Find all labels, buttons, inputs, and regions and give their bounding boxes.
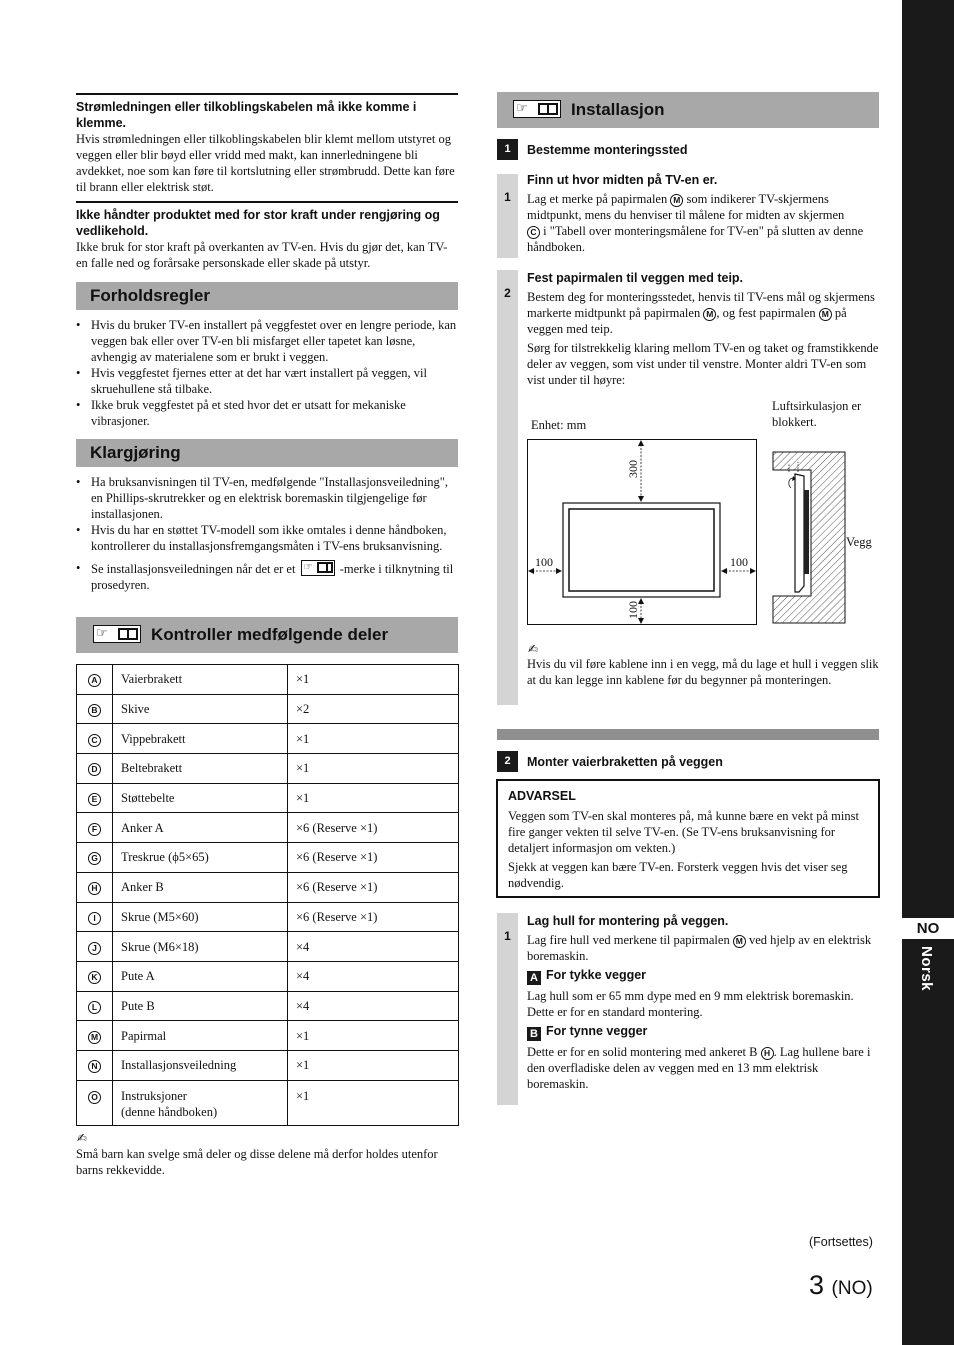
step-number: 2 — [497, 751, 518, 772]
part-letter-cell — [77, 1021, 113, 1051]
part-name: Anker B — [113, 872, 288, 902]
part-name: Skrue (M5×60) — [113, 902, 288, 932]
part-letter: N — [88, 1060, 101, 1073]
part-quantity: ×1 — [288, 783, 459, 813]
installasjon-heading-bar — [497, 92, 879, 128]
parts-note: Små barn kan svelge små deler og disse delene må derfor holdes utenfor barns rekkevidde. — [76, 1147, 438, 1177]
part-name: Papirmal — [113, 1021, 288, 1051]
table-row — [77, 991, 459, 1021]
table-row — [77, 902, 459, 932]
table-row — [77, 932, 459, 962]
thick-walls-text: Lag hull som er 65 mm dype med en 9 mm elektrisk boremaskin. Dette er for en standard montering. — [527, 989, 854, 1019]
part-quantity: ×6 (Reserve ×1) — [288, 902, 459, 932]
part-name: Anker A — [113, 813, 288, 843]
warning-cable-body: Hvis strømledningen eller tilkoblingskabelen blir klemt mellom utstyret og veggen eller blir bøyd eller vridd med makt, kan innerledningene bli avdekket, noe som kan føre til kortslutning eller strømbrudd. Dette kan føre til brann eller elektrisk støt. — [76, 132, 455, 194]
side-language-code: NO — [902, 918, 954, 939]
part-quantity: ×1 — [288, 1080, 459, 1125]
diagram-unit: Enhet: mm — [531, 418, 587, 432]
part-quantity: ×4 — [288, 932, 459, 962]
step-number: 1 — [497, 139, 518, 160]
table-row — [77, 813, 459, 843]
warning-cable-title: Strømledningen eller tilkoblingskabelen må ikke komme i klemme. — [76, 100, 417, 130]
side-language-label: Norsk — [918, 946, 935, 992]
part-letter: D — [88, 763, 101, 776]
page-number: 3 (NO) — [809, 1270, 873, 1300]
part-letter-cell — [77, 902, 113, 932]
warning-text: Sjekk at veggen kan bære TV-en. Forsterk veggen hvis det viser seg nødvendig. — [508, 860, 848, 890]
table-row — [77, 1080, 459, 1125]
table-row — [77, 783, 459, 813]
part-quantity: ×1 — [288, 754, 459, 784]
substep-title: Lag hull for montering på veggen. — [527, 914, 729, 928]
part-letter: O — [88, 1091, 101, 1104]
table-row — [77, 1021, 459, 1051]
part-name: Skive — [113, 694, 288, 724]
substep-text: Lag et merke på papirmalen M som indikerer TV-skjermens midtpunkt, mens du henviser til målene for midten av skjermen C i "Tabell over monteringsmålene for TV-en" på slutten av denne håndboken. — [527, 192, 864, 254]
part-quantity: ×6 (Reserve ×1) — [288, 872, 459, 902]
clearance-diagram — [527, 439, 757, 626]
part-quantity: ×6 (Reserve ×1) — [288, 813, 459, 843]
klargjoring-heading: Klargjøring — [90, 443, 181, 462]
substep-strip — [497, 270, 518, 705]
part-quantity: ×4 — [288, 991, 459, 1021]
part-letter-cell — [77, 783, 113, 813]
table-row — [77, 961, 459, 991]
part-letter-cell — [77, 872, 113, 902]
rule-warn1 — [76, 93, 458, 95]
part-letter: A — [88, 674, 101, 687]
substep-strip — [497, 174, 518, 258]
substep-number: 1 — [504, 190, 511, 204]
forholdsregler-list — [76, 317, 458, 429]
forholdsregler-heading-bar — [76, 282, 458, 310]
table-row — [77, 872, 459, 902]
list-item — [76, 560, 458, 593]
substep-text: Lag fire hull ved merkene til papirmalen M ved hjelp av en elektrisk boremaskin. — [527, 933, 872, 963]
list-item: • Ikke bruk veggfestet på et sted hvor det er utsatt for mekaniske vibrasjoner. — [76, 397, 458, 429]
klargjoring-heading-bar — [76, 439, 458, 467]
kontroller-heading-bar — [76, 617, 458, 653]
table-row — [77, 694, 459, 724]
part-letter-cell — [77, 813, 113, 843]
part-letter: E — [88, 793, 101, 806]
substep-title: Finn ut hvor midten på TV-en er. — [527, 173, 718, 187]
table-row — [77, 665, 459, 695]
step-title: Monter vaierbraketten på veggen — [527, 755, 723, 769]
part-name: Pute B — [113, 991, 288, 1021]
substep-find-center — [527, 172, 879, 255]
part-letter-cell — [77, 991, 113, 1021]
part-quantity: ×1 — [288, 1021, 459, 1051]
installation-guide-icon: ☞ — [301, 560, 335, 576]
table-row — [77, 724, 459, 754]
list-item-text: Se installasjonsveiledningen når det er et — [91, 562, 296, 576]
thin-walls-text: Dette er for en solid montering med ankeret B H . Lag hullene bare i den overfladiske delen av veggen med en 13 mm elektrisk boremaskin. — [527, 1045, 871, 1091]
warning-cable — [76, 99, 458, 195]
part-letter: H — [88, 882, 101, 895]
section-divider-bar — [497, 729, 879, 740]
diagram-top-value: 300 — [626, 460, 640, 478]
substep-drill-holes — [527, 913, 879, 1092]
list-item: • Hvis du har en støttet TV-modell som ikke omtales i denne håndboken, kontrollerer du installasjonsfremgangsmåten i TV-ens bruksanvisning. — [76, 522, 458, 554]
thin-walls-title: B For tynne vegger — [527, 1023, 879, 1041]
part-letter: K — [88, 971, 101, 984]
warning-box — [496, 779, 880, 898]
warning-title: ADVARSEL — [508, 789, 576, 803]
note-icon: ✍ — [77, 1131, 88, 1145]
continued-label: (Fortsettes) — [809, 1235, 873, 1249]
part-letter: L — [88, 1001, 101, 1014]
part-name: Instruksjoner (denne håndboken) — [113, 1080, 288, 1125]
part-quantity: ×1 — [288, 665, 459, 695]
table-row — [77, 1050, 459, 1080]
substep-title: Fest papirmalen til veggen med teip. — [527, 271, 744, 285]
part-letter: G — [88, 852, 101, 865]
table-row — [77, 843, 459, 873]
list-item: • Ha bruksanvisningen til TV-en, medfølgende "Installasjonsveiledning", en Phillips-skrutrekker og en elektrisk boremaskin tilgjengelige før installasjonen. — [76, 474, 458, 522]
installation-guide-icon: ☞ — [93, 625, 141, 643]
part-letter-cell — [77, 754, 113, 784]
klargjoring-list — [76, 474, 458, 593]
warning-force-body: Ikke bruk for stor kraft på overkanten av TV-en. Hvis du gjør det, kan TV-en falle ned og forårsake personskade eller skade på utstyr. — [76, 240, 448, 270]
part-letter-cell — [77, 724, 113, 754]
note-icon: ✍ — [528, 642, 539, 656]
diagram-airflow-label: Luftsirkulasjon er blokkert. — [772, 399, 862, 429]
rule-warn2 — [76, 201, 458, 203]
list-item: • Hvis veggfestet fjernes etter at det har vært installert på veggen, vil skruehullene stå tilbake. — [76, 365, 458, 397]
substep-number: 2 — [504, 286, 511, 300]
side-tab — [902, 0, 954, 1345]
parts-table — [76, 664, 459, 1126]
kontroller-heading: Kontroller medfølgende deler — [151, 625, 389, 644]
substep-attach-template — [527, 270, 879, 388]
part-letter: C — [88, 734, 101, 747]
substep-text: Sørg for tilstrekkelig klaring mellom TV-en og taket og framstikkende deler av veggen, som vist under til venstre. Monter aldri TV-en som vist under til høyre: — [527, 341, 879, 387]
list-item: • Hvis du bruker TV-en installert på veggfestet over en lengre periode, kan veggen bak eller over TV-en bli misfarget eller tapetet kan løsne, avhengig av materialene som er brukt i veggen. — [76, 317, 458, 365]
forholdsregler-heading: Forholdsregler — [90, 286, 210, 305]
warning-force — [76, 207, 458, 271]
warning-text: Veggen som TV-en skal monteres på, må kunne bære en vekt på minst fire ganger vekten til selve TV-en. (Se TV-ens bruksanvisning for detaljert informasjon om vekten.) — [508, 809, 859, 855]
part-quantity: ×1 — [288, 1050, 459, 1080]
part-letter: B — [88, 704, 101, 717]
substep-text: Bestem deg for monteringsstedet, henvis til TV-ens mål og skjermens markerte midtpunkt på papirmalen M , og fest papirmalen M på veggen med teip. — [527, 290, 875, 336]
part-letter-cell — [77, 665, 113, 695]
diagram-wall-label: Vegg — [846, 535, 872, 549]
part-name: Beltebrakett — [113, 754, 288, 784]
part-name: Installasjonsveiledning — [113, 1050, 288, 1080]
part-name: Vippebrakett — [113, 724, 288, 754]
table-row — [77, 754, 459, 784]
part-name: Støttebelte — [113, 783, 288, 813]
installasjon-heading: Installasjon — [571, 100, 665, 119]
part-letter: M — [88, 1031, 101, 1044]
diagram-bottom-value: 100 — [626, 601, 640, 619]
part-quantity: ×2 — [288, 694, 459, 724]
diagram-right-value: 100 — [730, 555, 748, 569]
warning-force-title: Ikke håndter produktet med for stor kraft under rengjøring og vedlikehold. — [76, 208, 440, 238]
part-letter-cell — [77, 1050, 113, 1080]
part-letter: F — [88, 823, 101, 836]
part-letter-cell — [77, 932, 113, 962]
substep-number: 1 — [504, 929, 511, 943]
part-name: Treskrue (ϕ5×65) — [113, 843, 288, 873]
list-item-text: -merke i tilknytning til prosedyren. — [91, 562, 454, 592]
part-letter-cell — [77, 843, 113, 873]
step-title: Bestemme monteringssted — [527, 143, 688, 157]
part-letter: J — [88, 942, 101, 955]
part-name: Vaierbrakett — [113, 665, 288, 695]
label-a: A — [527, 971, 541, 985]
part-letter: I — [88, 912, 101, 925]
diagram-left-value: 100 — [535, 555, 553, 569]
part-name: Skrue (M6×18) — [113, 932, 288, 962]
part-letter-cell — [77, 961, 113, 991]
part-quantity: ×6 (Reserve ×1) — [288, 843, 459, 873]
part-quantity: ×1 — [288, 724, 459, 754]
part-quantity: ×4 — [288, 961, 459, 991]
label-b: B — [527, 1027, 541, 1041]
part-letter-cell — [77, 694, 113, 724]
thick-walls-title: A For tykke vegger — [527, 967, 879, 985]
part-letter-cell — [77, 1080, 113, 1125]
part-name: Pute A — [113, 961, 288, 991]
cable-note: Hvis du vil føre kablene inn i en vegg, må du lage et hull i veggen slik at du kan legge inn kablene før du begynner på monteringen. — [527, 657, 879, 687]
wrong-mounting-diagram — [771, 450, 847, 625]
installation-guide-icon: ☞ — [513, 100, 561, 118]
